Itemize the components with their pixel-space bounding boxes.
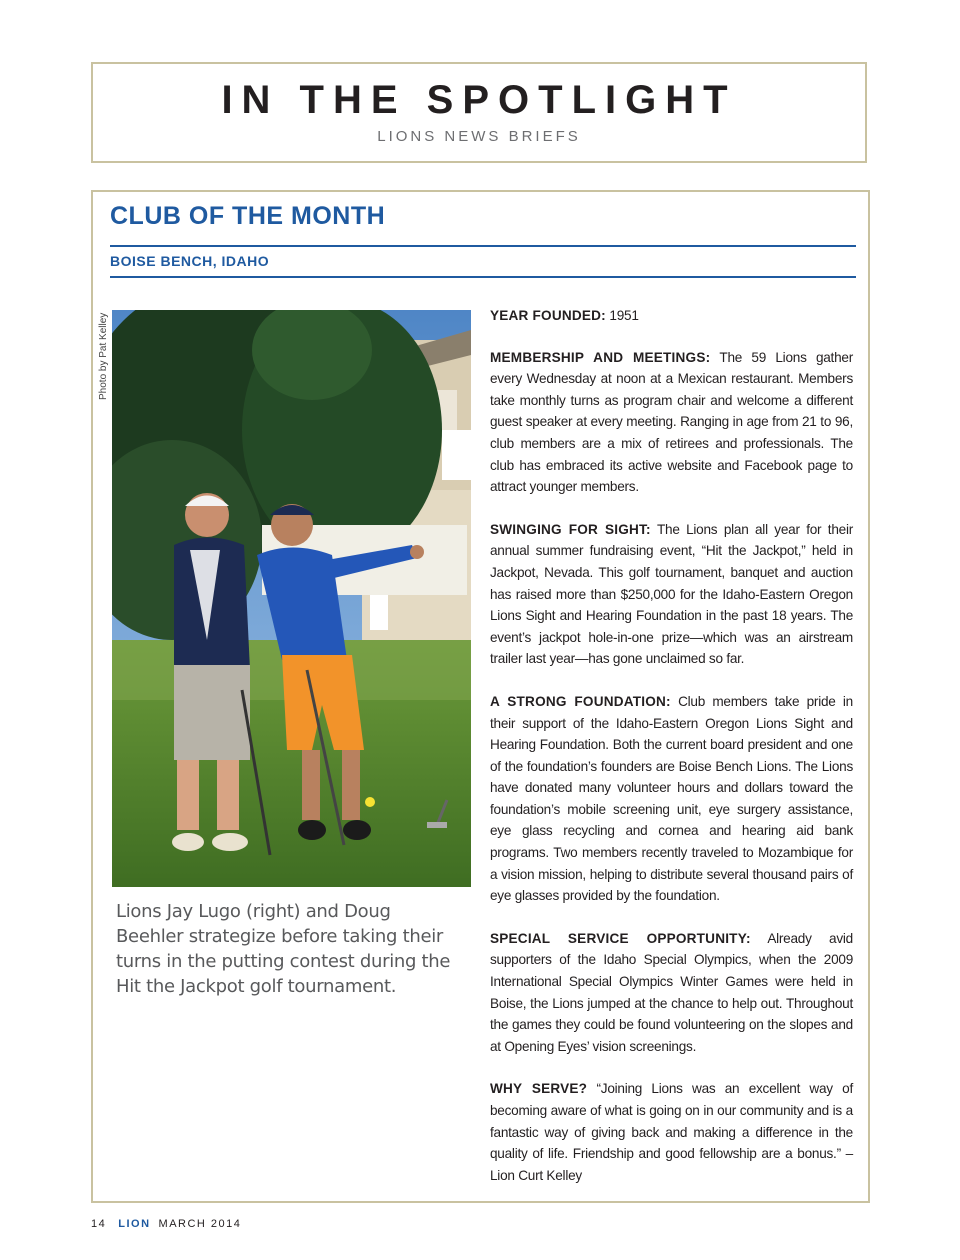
paragraph-text: The 59 Lions gather every Wednesday at noon at a Mexican restaurant. Members take monthly turns as program chair and welcome a different guest speaker at every meeting. Ranging in age from 21 to 96, club members are a mix of retirees and professionals. The club has embraced its active website and Facebook page to attract younger members.: [490, 349, 853, 495]
paragraph-strong-foundation: [490, 691, 853, 907]
paragraph-special-service: [490, 928, 853, 1058]
section-title: CLUB OF THE MONTH: [110, 202, 386, 230]
issue-date: MARCH 2014: [158, 1218, 242, 1230]
photo-caption: Lions Jay Lugo (right) and Doug Beehler strategize before taking their turns in the putting contest during the Hit the Jackpot golf tournament.: [116, 901, 451, 997]
paragraph-swinging-for-sight: [490, 519, 853, 670]
paragraph-text: Already avid supporters of the Idaho Special Olympics, when the 2009 International Special Olympics Winter Games were held in Boise, the Lions jumped at the chance to help out. Throughout the games they could be found volunteering on the slopes and at Opening Eyes’ vision screenings.: [490, 930, 853, 1054]
golf-photo: [112, 310, 471, 887]
paragraph-text: “Joining Lions was an excellent way of becoming aware of what is going on in our community and is a fantastic way of giving back and making a difference in the quality of life. Friendship and good fellowship are a bonus.” – Lion Curt Kelley: [490, 1081, 853, 1183]
page-number: 14: [91, 1218, 107, 1230]
paragraph-text: 1951: [605, 308, 639, 323]
paragraph-year-founded: [490, 305, 853, 327]
paragraph-heading: YEAR FOUNDED:: [490, 308, 606, 323]
club-location: BOISE BENCH, IDAHO: [110, 253, 270, 269]
paragraph-membership: [490, 347, 853, 498]
paragraph-heading: SPECIAL SERVICE OPPORTUNITY:: [490, 930, 751, 946]
magazine-brand: LION: [118, 1218, 151, 1230]
photo-credit: Photo by Pat Kelley: [98, 312, 109, 400]
paragraph-why-serve: [490, 1078, 853, 1186]
paragraph-heading: A STRONG FOUNDATION:: [490, 693, 671, 709]
paragraph-heading: MEMBERSHIP AND MEETINGS:: [490, 349, 711, 365]
paragraph-text: Club members take pride in their support of the Idaho-Eastern Oregon Lions Sight and Hearing Foundation. Both the current board president and one of the foundation’s founders are Boise Bench Lions. The Lions have donated many volunteer hours and dollars toward the foundation’s mobile screening unit, eye surgery assistance, eye glass recycling and cornea and hearing aid bank programs. Two members recently traveled to Mozambique for a vision mission, helping to distribute several thousand pairs of eye glasses provided by the foundation.: [490, 693, 853, 904]
page-subtitle: LIONS NEWS BRIEFS: [377, 128, 581, 145]
page-title: IN THE SPOTLIGHT: [221, 78, 737, 122]
divider: [110, 276, 856, 278]
article-column: [490, 305, 853, 1207]
page-footer: [91, 1218, 241, 1230]
header-box: [91, 62, 867, 163]
paragraph-text: The Lions plan all year for their annual summer fundraising event, “Hit the Jackpot,” held in Jackpot, Nevada. This golf tournament, banquet and auction has raised more than $250,000 for the Idaho-Eastern Oregon Lions Sight and Hearing Foundation in the past 18 years. The event’s jackpot hole-in-one prize—which was an airstream trailer last year—has gone unclaimed so far.: [490, 521, 853, 667]
divider: [110, 245, 856, 247]
paragraph-heading: SWINGING FOR SIGHT:: [490, 521, 651, 537]
paragraph-heading: WHY SERVE?: [490, 1081, 588, 1097]
